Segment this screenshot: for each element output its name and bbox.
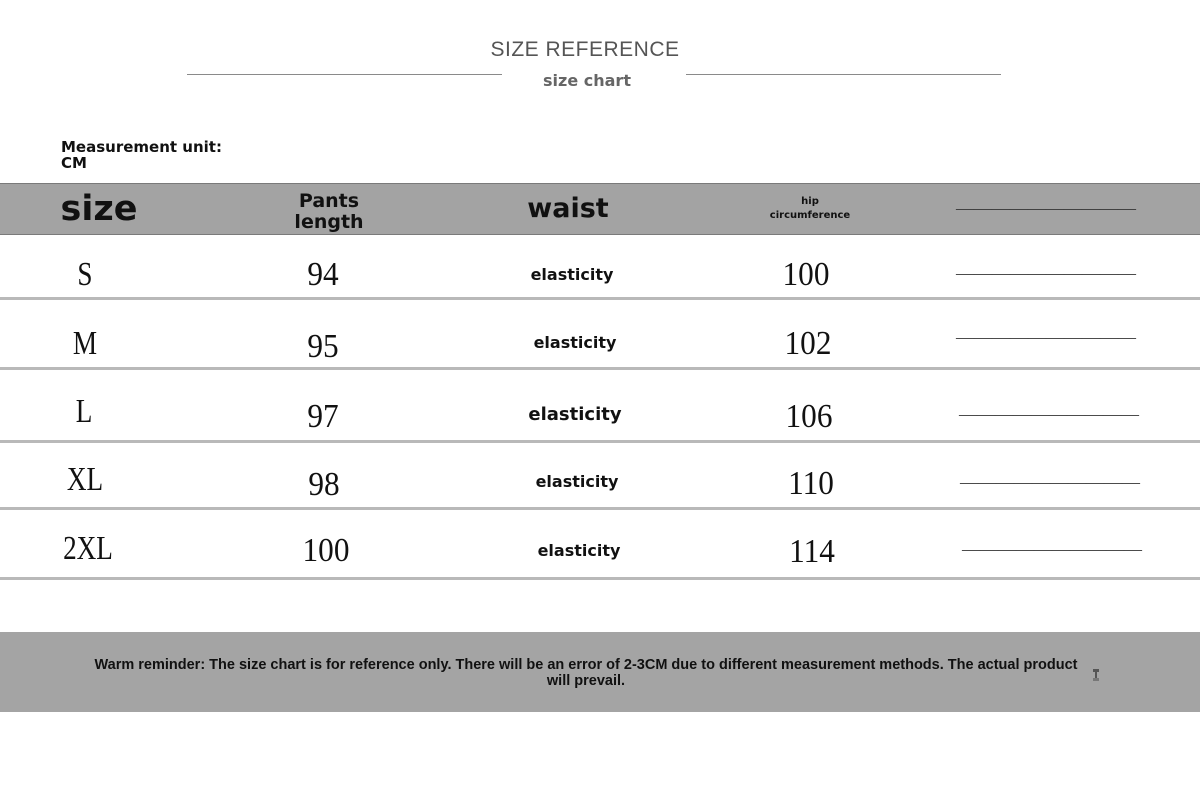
row-pants-length: 98 bbox=[308, 466, 340, 503]
row-waist: elasticity bbox=[530, 265, 614, 284]
column-header-hip-line1: hip bbox=[801, 196, 819, 207]
row-pants-length: 94 bbox=[307, 256, 339, 293]
row-hip: 102 bbox=[784, 325, 832, 362]
column-header-pants-length-line2: length bbox=[294, 211, 364, 233]
row-pants-length: 95 bbox=[307, 328, 339, 365]
table-row bbox=[0, 443, 1200, 508]
row-hip: 114 bbox=[789, 533, 835, 570]
table-row bbox=[0, 300, 1200, 367]
reminder-banner bbox=[0, 632, 1200, 712]
row-pants-length: 100 bbox=[302, 532, 350, 569]
row-divider bbox=[0, 577, 1200, 580]
table-row bbox=[0, 235, 1200, 299]
row-blank: —————————— bbox=[962, 539, 1142, 559]
row-size: M bbox=[72, 325, 98, 362]
measurement-unit-value: CM bbox=[61, 154, 87, 172]
column-header-waist: waist bbox=[527, 193, 609, 224]
row-size: S bbox=[77, 256, 93, 293]
page-title: SIZE REFERENCE bbox=[490, 38, 680, 61]
row-hip: 100 bbox=[782, 256, 830, 293]
column-header-blank: —————————— bbox=[956, 198, 1136, 218]
row-waist: elasticity bbox=[535, 472, 619, 491]
row-size: 2XL bbox=[63, 530, 113, 567]
reminder-text: Warm reminder: The size chart is for reference only. There will be an error of 2-3CM due to different measurement methods. The actual product will prevail. bbox=[94, 657, 1078, 689]
column-header-hip-line2: circumference bbox=[769, 210, 851, 221]
table-row bbox=[0, 370, 1200, 440]
page-subtitle: size chart bbox=[543, 71, 631, 90]
row-size: XL bbox=[66, 461, 104, 498]
row-size: L bbox=[75, 393, 93, 430]
row-waist: elasticity bbox=[537, 541, 621, 560]
column-header-hip bbox=[770, 195, 850, 223]
row-blank: —————————— bbox=[959, 404, 1139, 424]
column-header-pants-length bbox=[294, 191, 363, 233]
row-waist: elasticity bbox=[528, 404, 622, 425]
pin-icon bbox=[1092, 668, 1100, 682]
row-hip: 106 bbox=[785, 398, 833, 435]
row-waist: elasticity bbox=[533, 333, 617, 352]
row-blank: —————————— bbox=[956, 263, 1136, 283]
row-blank: —————————— bbox=[960, 472, 1140, 492]
measurement-unit-label: Measurement unit: bbox=[61, 138, 222, 156]
row-pants-length: 97 bbox=[307, 398, 339, 435]
column-header-size: size bbox=[60, 189, 138, 229]
column-header-pants-length-line1: Pants bbox=[298, 190, 360, 212]
row-hip: 110 bbox=[788, 465, 834, 502]
row-blank: —————————— bbox=[956, 327, 1136, 347]
table-row bbox=[0, 510, 1200, 578]
table-header bbox=[0, 183, 1200, 235]
measurement-unit bbox=[61, 139, 222, 171]
